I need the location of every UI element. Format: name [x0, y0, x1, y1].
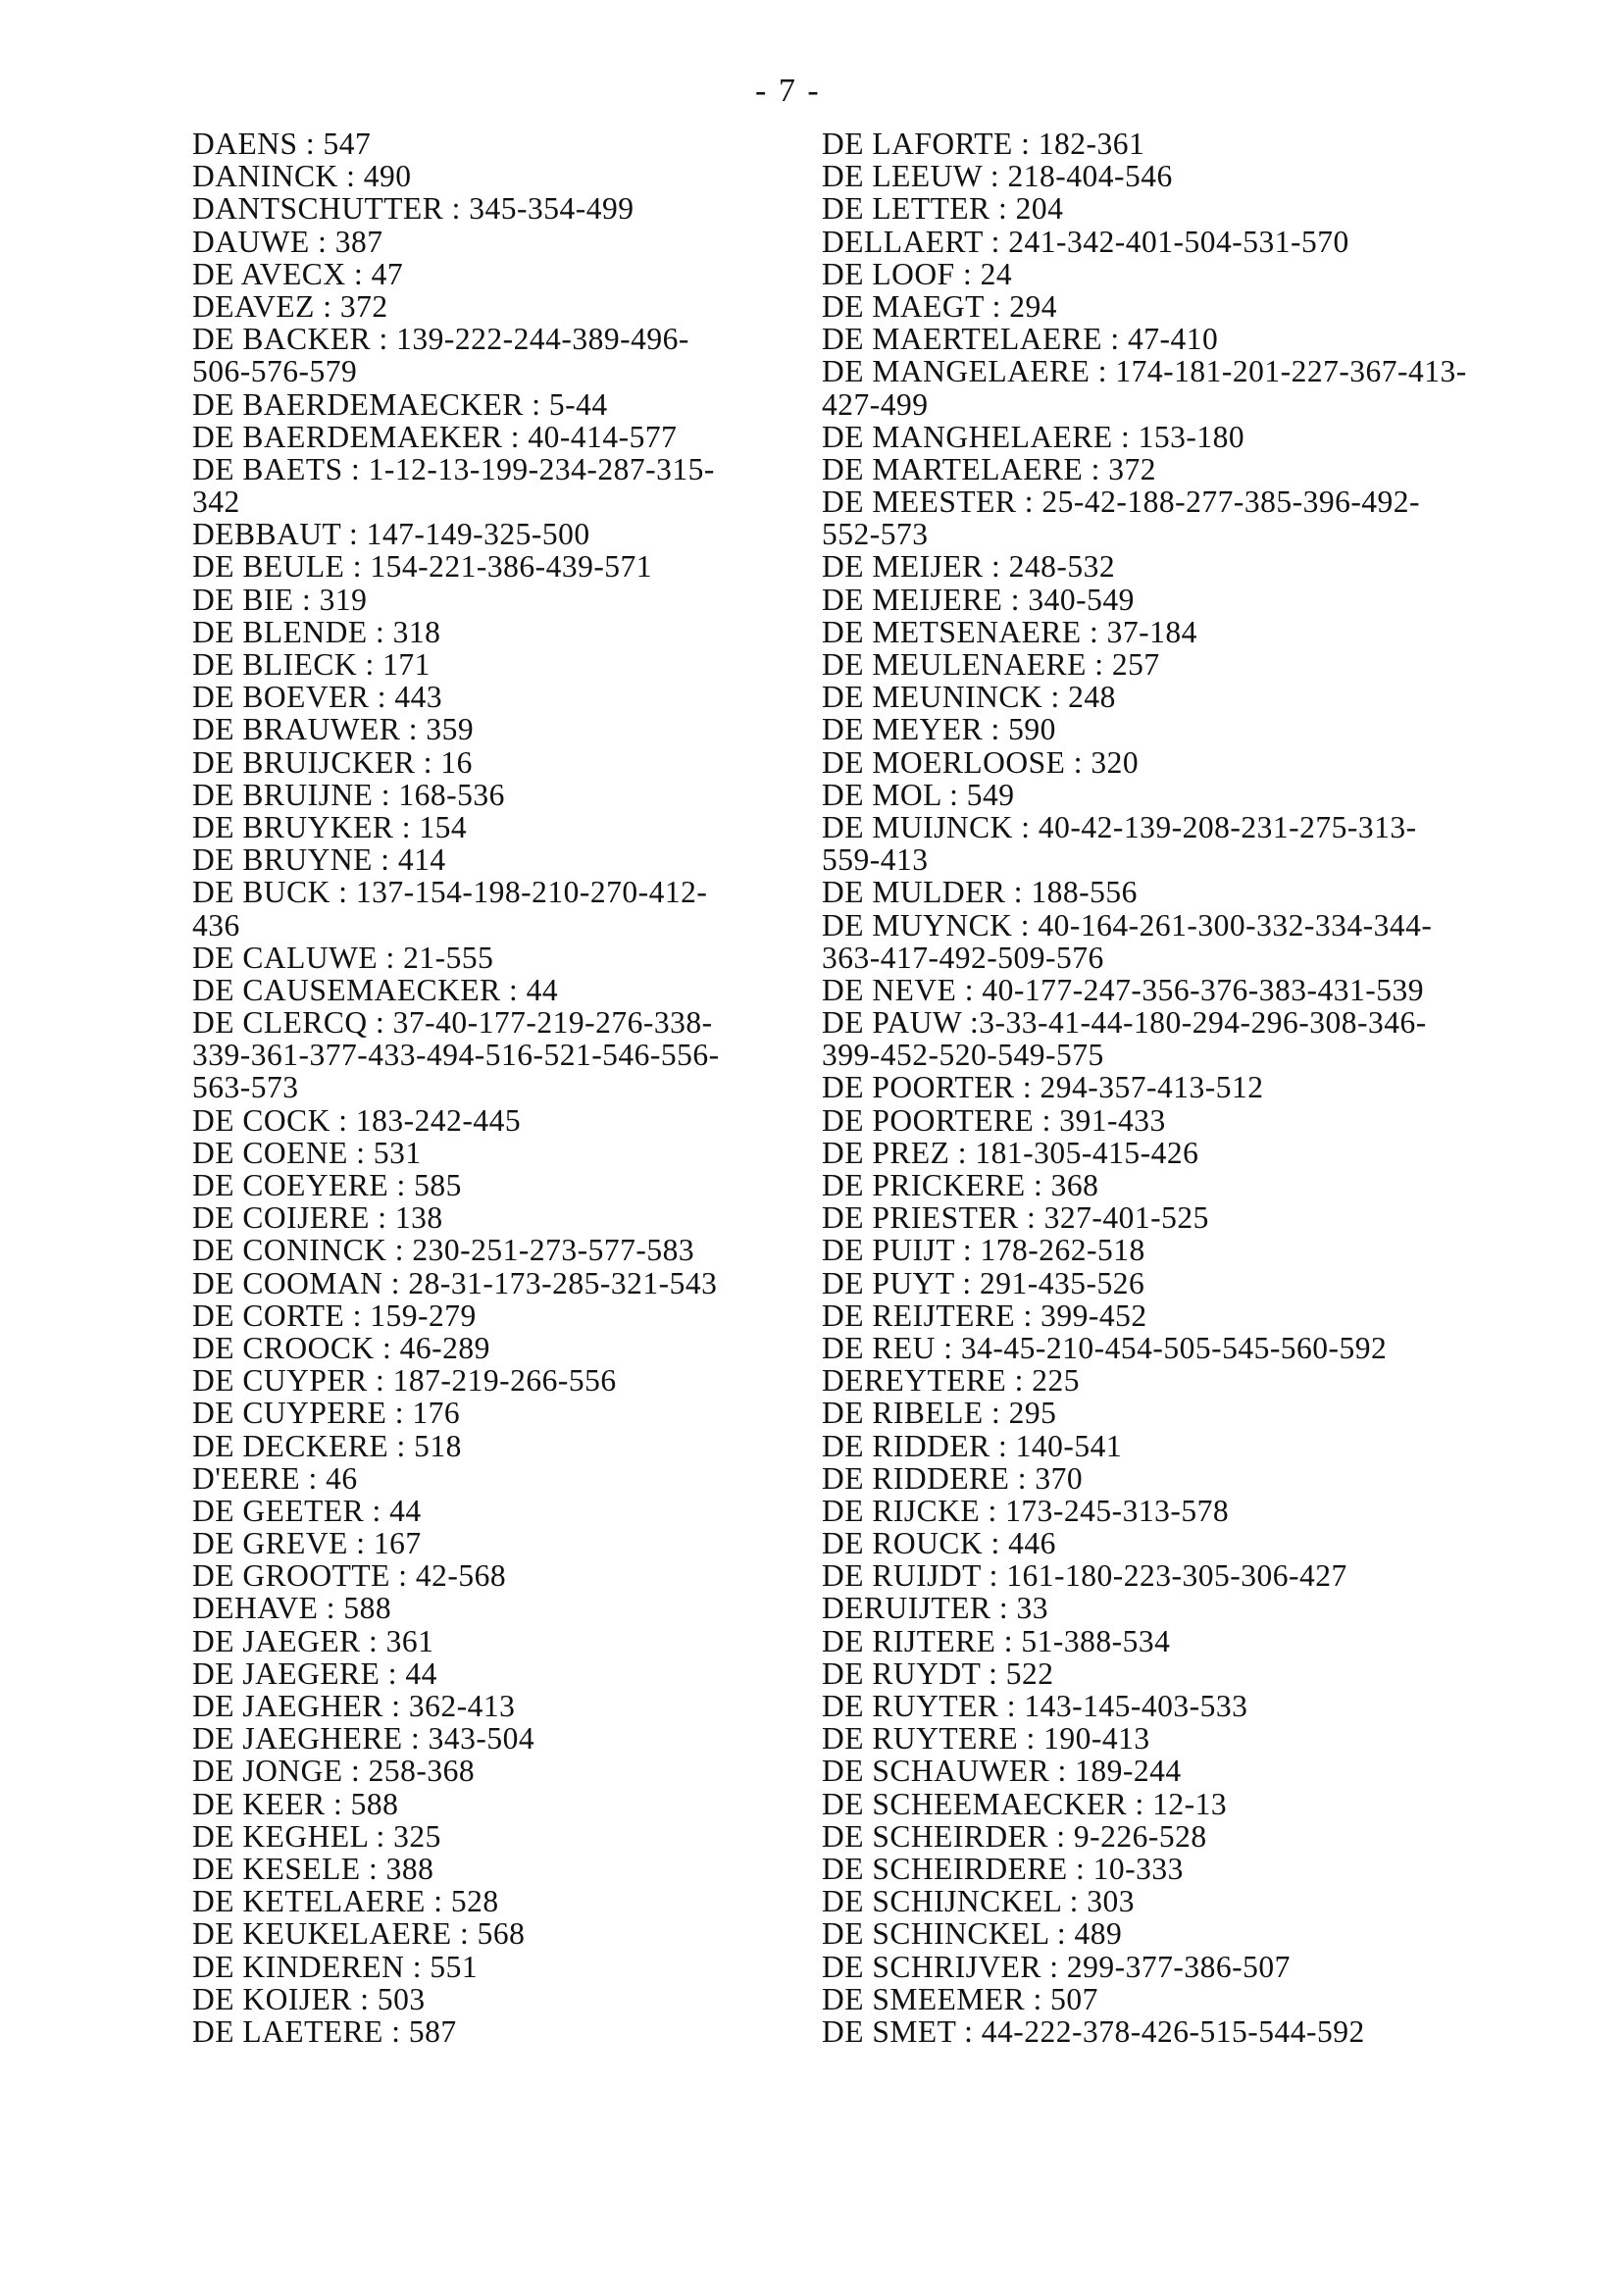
index-entry-line: DELLAERT : 241-342-401-504-531-570 — [822, 224, 1349, 259]
index-column-left — [192, 127, 720, 2048]
index-entry-line: DE SCHINCKEL : 489 — [822, 1916, 1123, 1952]
index-entry-line: DE LETTER : 204 — [822, 191, 1064, 227]
index-entry-line: DE CAUSEMAECKER : 44 — [192, 972, 559, 1007]
index-entry-line: DE MEUNINCK : 248 — [822, 680, 1116, 715]
index-entry-line: DE GEETER : 44 — [192, 1493, 422, 1528]
index-entry-line: DE METSENAERE : 37-184 — [822, 614, 1197, 649]
index-entry-line: DE BAERDEMAEKER : 40-414-577 — [192, 419, 678, 454]
index-entry-line: DE MEYER : 590 — [822, 712, 1056, 747]
index-entry-line: DE RIJTERE : 51-388-534 — [822, 1623, 1171, 1658]
index-entry-line: DE MEIJERE : 340-549 — [822, 582, 1135, 617]
index-entry-line: DE MUIJNCK : 40-42-139-208-231-275-313- — [822, 809, 1417, 844]
index-entry-line: DE DECKERE : 518 — [192, 1428, 462, 1463]
index-entry-line: DE JAEGHERE : 343-504 — [192, 1721, 535, 1756]
index-entry-line: DE BRUIJCKER : 16 — [192, 744, 473, 780]
index-entry-line: DE RIBELE : 295 — [822, 1396, 1057, 1431]
index-entry-line: DE LAFORTE : 182-361 — [822, 127, 1145, 161]
index-entry-line: DE KETELAERE : 528 — [192, 1884, 499, 1919]
index-entry-line: DE AVECX : 47 — [192, 256, 404, 291]
index-entry-line: DE BAERDEMAECKER : 5-44 — [192, 386, 608, 422]
index-entry-line: 363-417-492-509-576 — [822, 940, 1104, 975]
index-entry-line: DE MANGELAERE : 174-181-201-227-367-413- — [822, 354, 1467, 389]
index-entry-line: DANINCK : 490 — [192, 159, 412, 194]
index-entry-line: 339-361-377-433-494-516-521-546-556- — [192, 1038, 720, 1073]
index-entry-line: DE NEVE : 40-177-247-356-376-383-431-539 — [822, 972, 1425, 1007]
index-entry-line: DE JAEGERE : 44 — [192, 1655, 437, 1691]
index-entry-line: DE MANGHELAERE : 153-180 — [822, 419, 1245, 454]
index-entry-line: DE BUCK : 137-154-198-210-270-412- — [192, 875, 708, 910]
index-entry-line: DE GROOTTE : 42-568 — [192, 1558, 507, 1594]
index-entry-line: DE BEULE : 154-221-386-439-571 — [192, 549, 653, 585]
index-entry-line: DE PRIESTER : 327-401-525 — [822, 1200, 1209, 1236]
index-entry-line: DE KOIJER : 503 — [192, 1981, 426, 2016]
index-entry-line: DE GREVE : 167 — [192, 1526, 422, 1561]
index-entry-line: DE SCHIJNCKEL : 303 — [822, 1884, 1135, 1919]
index-entry-line: DE JAEGHER : 362-413 — [192, 1689, 516, 1723]
index-entry-line: DE PRICKERE : 368 — [822, 1168, 1099, 1202]
index-entry-line: 436 — [192, 907, 240, 942]
index-entry-line: DE LAETERE : 587 — [192, 2013, 457, 2049]
index-entry-line: DE BACKER : 139-222-244-389-496- — [192, 322, 689, 357]
index-entry-line: DE KINDEREN : 551 — [192, 1949, 479, 1984]
index-entry-line: DE RIJCKE : 173-245-313-578 — [822, 1493, 1230, 1528]
index-entry-line: DE COCK : 183-242-445 — [192, 1102, 522, 1138]
index-entry-line: DE RUIJDT : 161-180-223-305-306-427 — [822, 1558, 1347, 1594]
index-entry-line: DE KEER : 588 — [192, 1786, 399, 1821]
index-entry-line: DE PREZ : 181-305-415-426 — [822, 1135, 1199, 1170]
index-entry-line: DE MEESTER : 25-42-188-277-385-396-492- — [822, 484, 1421, 520]
index-entry-line: DE RUYTER : 143-145-403-533 — [822, 1689, 1248, 1723]
index-entry-line: DE MARTELAERE : 372 — [822, 451, 1156, 486]
index-entry-line: DE SMET : 44-222-378-426-515-544-592 — [822, 2013, 1365, 2049]
index-entry-line: DE BRUYKER : 154 — [192, 809, 468, 844]
index-entry-line: DE SCHEIRDERE : 10-333 — [822, 1851, 1184, 1886]
index-entry-line: DE MUYNCK : 40-164-261-300-332-334-344- — [822, 907, 1433, 942]
index-entry-line: 506-576-579 — [192, 354, 358, 389]
index-entry-line: D'EERE : 46 — [192, 1460, 358, 1496]
index-entry-line: DE CLERCQ : 37-40-177-219-276-338- — [192, 1005, 713, 1041]
index-entry-line: DE MOL : 549 — [822, 777, 1015, 812]
index-entry-line: DE MAEGT : 294 — [822, 288, 1058, 324]
index-entry-line: DAUWE : 387 — [192, 224, 383, 259]
index-entry-line: DE BRAUWER : 359 — [192, 712, 475, 747]
index-entry-line: DE POORTER : 294-357-413-512 — [822, 1070, 1264, 1105]
index-entry-line: DE KESELE : 388 — [192, 1851, 434, 1886]
index-column-right — [822, 127, 1467, 2048]
index-entry-line: DE CUYPER : 187-219-266-556 — [192, 1363, 617, 1399]
index-entry-line: DE COENE : 531 — [192, 1135, 422, 1170]
index-entry-line: DE BLIECK : 171 — [192, 647, 431, 682]
index-entry-line: DE BIE : 319 — [192, 582, 368, 617]
index-entry-line: DE POORTERE : 391-433 — [822, 1102, 1166, 1138]
index-entry-line: 559-413 — [822, 842, 929, 878]
index-entry-line: DE CROOCK : 46-289 — [192, 1330, 490, 1365]
index-entry-line: DE LOOF : 24 — [822, 256, 1013, 291]
index-entry-line: DE REU : 34-45-210-454-505-545-560-592 — [822, 1330, 1388, 1365]
index-entry-line: DANTSCHUTTER : 345-354-499 — [192, 191, 634, 227]
index-entry-line: DE BOEVER : 443 — [192, 680, 443, 715]
index-entry-line: DE MOERLOOSE : 320 — [822, 744, 1140, 780]
index-entry-line: DE CONINCK : 230-251-273-577-583 — [192, 1233, 695, 1268]
index-entry-line: DE PUYT : 291-435-526 — [822, 1265, 1145, 1300]
index-entry-line: DE COOMAN : 28-31-173-285-321-543 — [192, 1265, 718, 1300]
index-entry-line: DE CUYPERE : 176 — [192, 1396, 461, 1431]
index-entry-line: DE BAETS : 1-12-13-199-234-287-315- — [192, 451, 715, 486]
index-entry-line: DE LEEUW : 218-404-546 — [822, 159, 1173, 194]
index-entry-line: DEHAVE : 588 — [192, 1591, 392, 1626]
index-entry-line: DE ROUCK : 446 — [822, 1526, 1056, 1561]
index-entry-line: 552-573 — [822, 517, 929, 552]
index-entry-line: 563-573 — [192, 1070, 299, 1105]
page-number: - 7 - — [755, 73, 821, 109]
index-entry-line: DE SCHEEMAECKER : 12-13 — [822, 1786, 1228, 1821]
index-entry-line: DE BRUIJNE : 168-536 — [192, 777, 505, 812]
index-entry-line: DE CORTE : 159-279 — [192, 1298, 477, 1333]
index-entry-line: DE COIJERE : 138 — [192, 1200, 443, 1236]
index-entry-line: DE SCHRIJVER : 299-377-386-507 — [822, 1949, 1291, 1984]
index-entry-line: 342 — [192, 484, 240, 520]
index-entry-line: DE PAUW :3-33-41-44-180-294-296-308-346- — [822, 1005, 1427, 1041]
index-entry-line: DE MEULENAERE : 257 — [822, 647, 1160, 682]
index-entry-line: 427-499 — [822, 386, 929, 422]
index-entry-line: DE MULDER : 188-556 — [822, 875, 1138, 910]
index-entry-line: DE JAEGER : 361 — [192, 1623, 434, 1658]
index-entry-line: DE JONGE : 258-368 — [192, 1754, 476, 1789]
index-entry-line: DE KEGHEL : 325 — [192, 1818, 441, 1854]
index-entry-line: DE SMEEMER : 507 — [822, 1981, 1098, 2016]
index-entry-line: DE MEIJER : 248-532 — [822, 549, 1116, 585]
index-entry-line: 399-452-520-549-575 — [822, 1038, 1104, 1073]
index-entry-line: DE BRUYNE : 414 — [192, 842, 446, 878]
index-entry-line: DE SCHAUWER : 189-244 — [822, 1754, 1182, 1789]
index-entry-line: DE MAERTELAERE : 47-410 — [822, 322, 1219, 357]
index-entry-line: DE RIDDER : 140-541 — [822, 1428, 1123, 1463]
index-entry-line: DE CALUWE : 21-555 — [192, 940, 494, 975]
index-entry-line: DE SCHEIRDER : 9-226-528 — [822, 1818, 1207, 1854]
index-entry-line: DE BLENDE : 318 — [192, 614, 441, 649]
index-entry-line: DAENS : 547 — [192, 127, 372, 161]
index-entry-line: DE REIJTERE : 399-452 — [822, 1298, 1147, 1333]
index-entry-line: DEAVEZ : 372 — [192, 288, 388, 324]
index-entry-line: DEBBAUT : 147-149-325-500 — [192, 517, 590, 552]
index-entry-line: DE RUYTERE : 190-413 — [822, 1721, 1150, 1756]
index-entry-line: DE RIDDERE : 370 — [822, 1460, 1084, 1496]
index-entry-line: DE COEYERE : 585 — [192, 1168, 462, 1202]
index-entry-line: DE RUYDT : 522 — [822, 1655, 1054, 1691]
index-entry-line: DERUIJTER : 33 — [822, 1591, 1048, 1626]
index-entry-line: DE PUIJT : 178-262-518 — [822, 1233, 1145, 1268]
index-entry-line: DE KEUKELAERE : 568 — [192, 1916, 526, 1952]
index-entry-line: DEREYTERE : 225 — [822, 1363, 1080, 1399]
